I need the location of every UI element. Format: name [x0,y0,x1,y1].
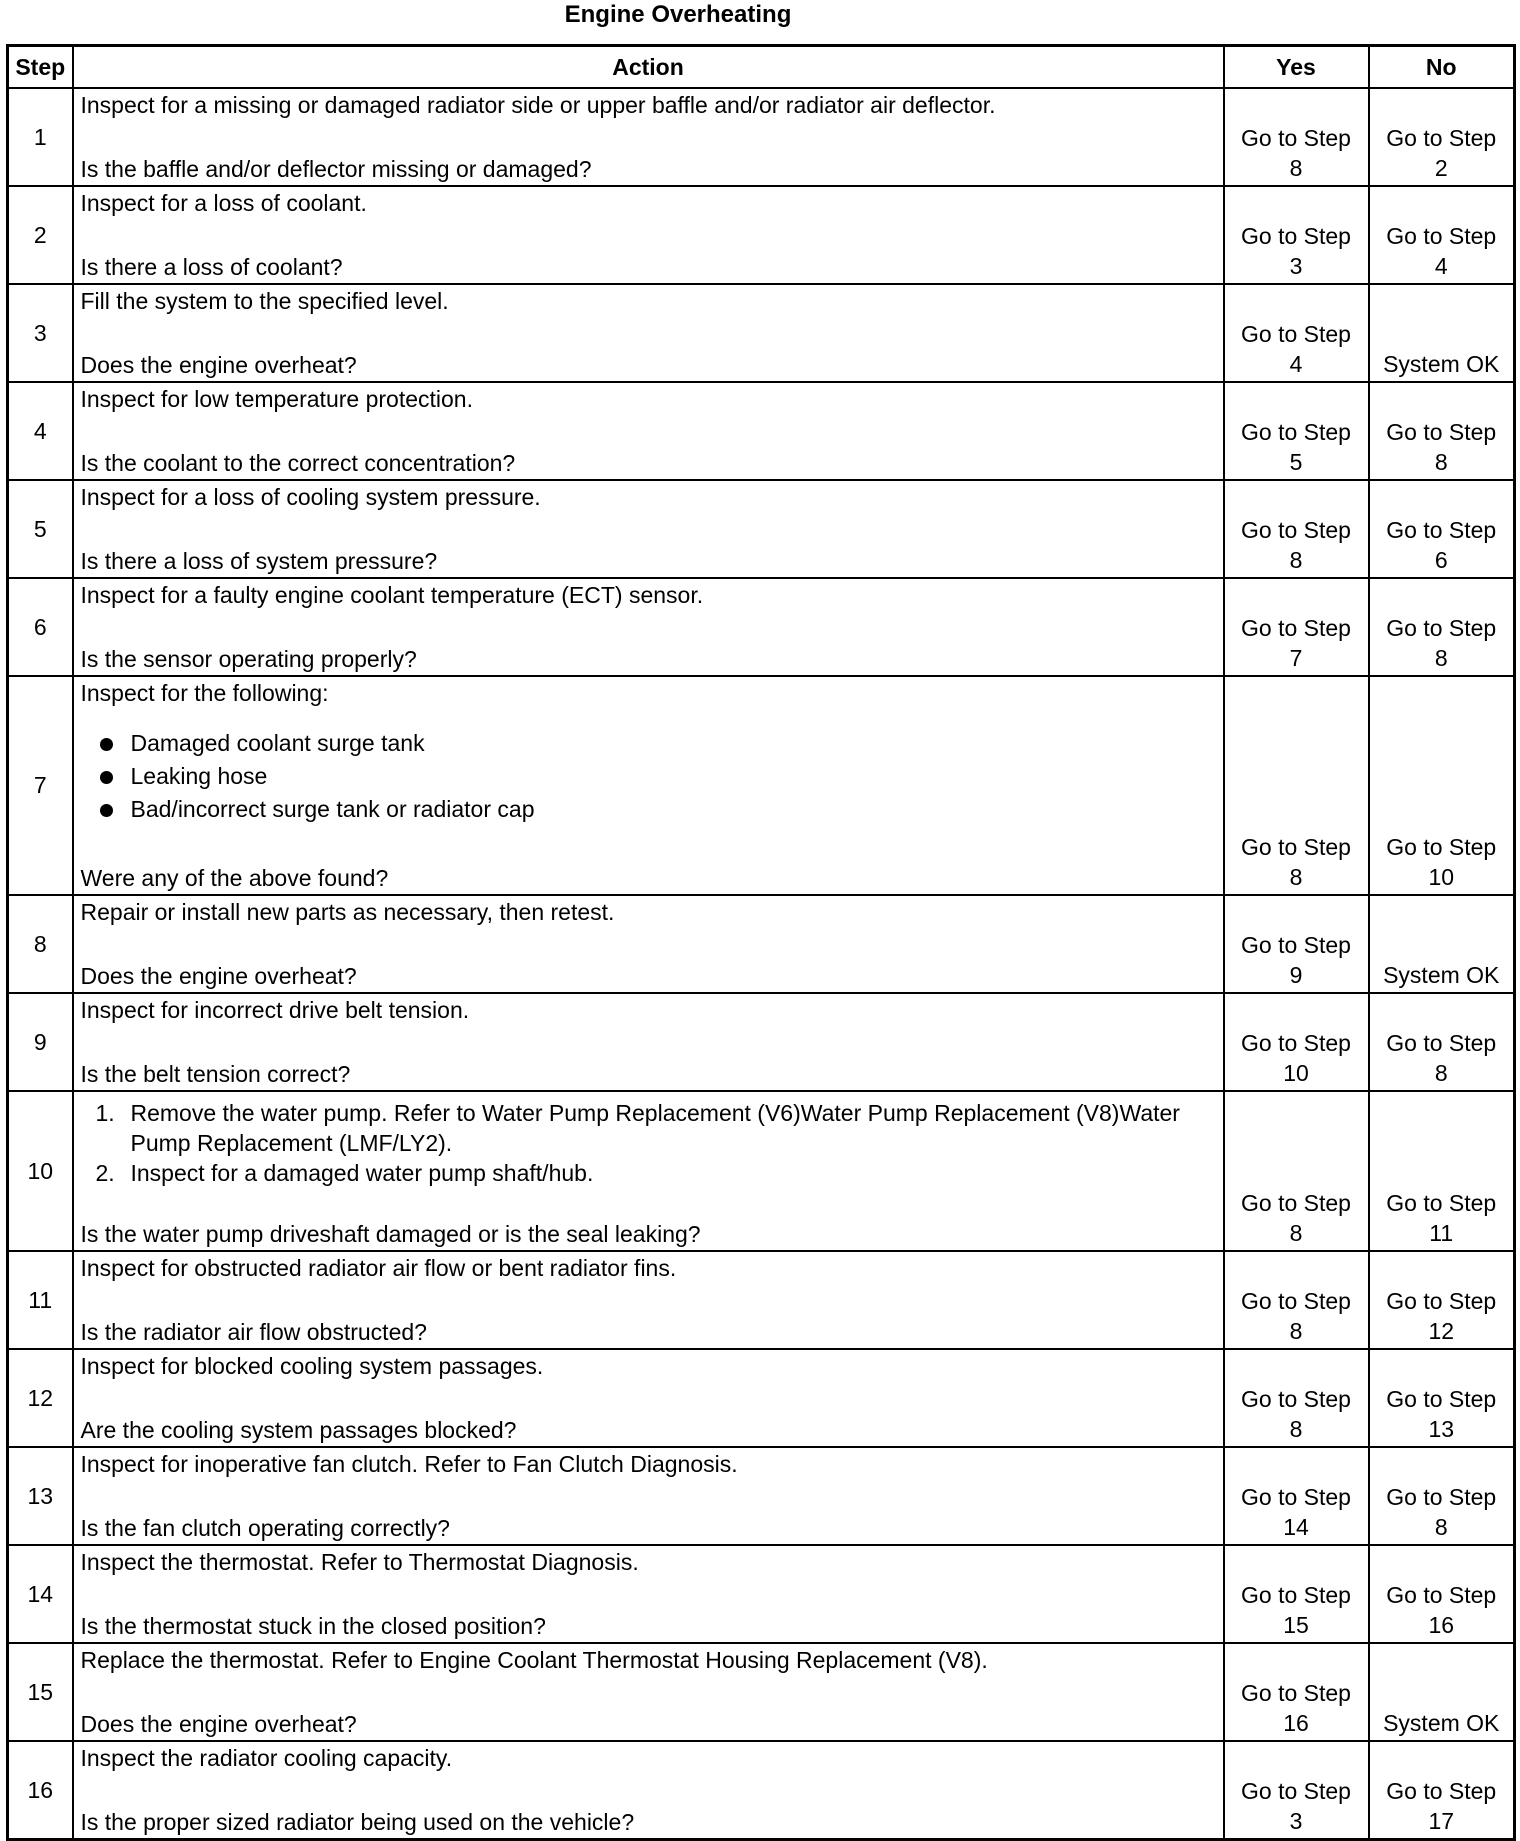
answer-yes-text: 16 [1283,1710,1309,1736]
answer-no [1369,1741,1515,1840]
instruction-text: Inspect for a loss of cooling system pressure. [80,484,541,510]
question-text: Are the cooling system passages blocked? [80,1417,517,1443]
answer-yes [1224,578,1369,676]
answer-no-text: 8 [1434,1060,1448,1086]
action-content [81,579,1215,675]
answer-yes-text: Go to Step [1241,419,1351,445]
answer-yes [1224,1091,1369,1251]
answer-yes-text: Go to Step [1241,517,1351,543]
answer-yes-text: Go to Step [1241,1386,1351,1412]
question-text: Is there a loss of system pressure? [80,548,438,574]
answer-yes [1224,1447,1369,1545]
action-content [81,1644,1215,1740]
instruction-block [81,89,1215,119]
bullet-item: Bad/incorrect surge tank or radiator cap [81,793,1215,826]
step-number: 2 [8,186,73,284]
question-text: Is the water pump driveshaft damaged or is the seal leaking? [80,1221,701,1247]
numbered-list [81,1098,1215,1188]
answer-yes [1224,676,1369,895]
document-title: Engine Overheating [564,1,792,28]
question-text: Is the fan clutch operating correctly? [80,1515,450,1541]
action-content [81,481,1215,577]
action-cell [73,1251,1224,1349]
answer-no [1369,88,1515,186]
answer-yes [1224,1251,1369,1349]
instruction-block [81,896,1215,926]
instruction-block [81,994,1215,1024]
instruction-block [81,187,1215,217]
instruction-text: Inspect for inoperative fan clutch. Refer to Fan Clutch Diagnosis. [80,1451,738,1477]
answer-no-text: 13 [1428,1416,1455,1442]
answer-yes-text: 10 [1283,1060,1309,1086]
instruction-text: Fill the system to the specified level. [80,288,449,314]
instruction-text: Inspect the radiator cooling capacity. [80,1745,453,1771]
answer-no-text: 8 [1434,1514,1448,1540]
item-text: Inspect for a damaged water pump shaft/hub. [130,1160,594,1186]
action-content [81,1092,1215,1250]
question-text: Were any of the above found? [80,865,389,891]
action-cell [73,382,1224,480]
answer-no-text: Go to Step [1386,834,1497,860]
table-row [8,88,1515,186]
answer-yes [1224,382,1369,480]
question-text: Is the baffle and/or deflector missing or damaged? [80,156,592,182]
action-cell [73,88,1224,186]
answer-no [1369,1545,1515,1643]
answer-yes-text: Go to Step [1241,1030,1351,1056]
action-cell [73,1741,1224,1840]
answer-no [1369,382,1515,480]
answer-yes-text: Go to Step [1241,223,1351,249]
instruction-block [81,1644,1215,1674]
table-row [8,1447,1515,1545]
answer-no-text: Go to Step [1386,419,1497,445]
answer-no [1369,1447,1515,1545]
table-row [8,1545,1515,1643]
answer-yes [1224,284,1369,382]
answer-yes-text: Go to Step [1241,321,1351,347]
action-content [81,89,1215,185]
question-text: Does the engine overheat? [80,1711,357,1737]
table-row [8,186,1515,284]
step-number: 1 [8,88,73,186]
answer-yes-text: Go to Step [1241,932,1351,958]
action-content [81,1448,1215,1544]
instruction-text: Inspect for obstructed radiator air flow or bent radiator fins. [80,1255,677,1281]
step-number: 7 [8,676,73,895]
answer-no-text: 16 [1428,1612,1455,1638]
answer-yes-text: Go to Step [1241,125,1351,151]
step-number: 13 [8,1447,73,1545]
answer-no-text: 4 [1434,253,1448,279]
answer-no [1369,895,1515,993]
answer-no-text: Go to Step [1386,517,1497,543]
step-number: 9 [8,993,73,1091]
action-content [81,1252,1215,1348]
answer-yes [1224,1349,1369,1447]
answer-yes-text: 9 [1289,962,1303,988]
answer-yes-text: Go to Step [1241,1582,1351,1608]
step-number: 15 [8,1643,73,1741]
answer-no-text: 10 [1428,864,1455,890]
question-text: Is the proper sized radiator being used on the vehicle? [80,1809,635,1835]
instruction-text: Inspect for low temperature protection. [80,386,473,412]
instruction-text: Replace the thermostat. Refer to Engine Coolant Thermostat Housing Replacement (V8). [80,1647,988,1673]
table-row [8,382,1515,480]
action-cell [73,1545,1224,1643]
answer-no [1369,284,1515,382]
answer-yes-text: 8 [1289,1220,1303,1246]
action-cell [73,895,1224,993]
answer-yes-text: 15 [1283,1612,1309,1638]
answer-no-text: 2 [1434,155,1448,181]
question-text: Is the belt tension correct? [80,1061,351,1087]
answer-no-text: 17 [1428,1808,1455,1834]
table-row [8,1741,1515,1840]
instruction-text: Repair or install new parts as necessary, then retest. [80,899,615,925]
instruction-block [81,677,1215,838]
action-cell [73,676,1224,895]
action-content [81,896,1215,992]
question-text: Does the engine overheat? [80,963,357,989]
instruction-block [81,579,1215,609]
answer-yes [1224,1643,1369,1741]
answer-yes-text: 3 [1289,1808,1303,1834]
answer-yes-text: 7 [1289,645,1303,671]
action-content [81,187,1215,283]
answer-yes-text: Go to Step [1241,1190,1351,1216]
question-text: Is the radiator air flow obstructed? [80,1319,427,1345]
instruction-block [81,1448,1215,1478]
answer-yes-text: 4 [1289,351,1303,377]
header-step: Step [8,46,73,89]
bullet-item: Damaged coolant surge tank [81,727,1215,760]
answer-no [1369,1091,1515,1251]
answer-no [1369,578,1515,676]
answer-yes-text: 3 [1289,253,1303,279]
answer-no-text: System OK [1383,351,1500,377]
instruction-text: Inspect for the following: [80,680,329,706]
table-row [8,1251,1515,1349]
action-cell [73,1643,1224,1741]
action-content [81,383,1215,479]
diagnostic-table [6,44,1516,1841]
instruction-text: Inspect for incorrect drive belt tension. [80,997,470,1023]
instruction-block [81,1350,1215,1380]
answer-no-text: Go to Step [1386,1484,1497,1510]
instruction-block [81,383,1215,413]
answer-yes-text: Go to Step [1241,1778,1351,1804]
table-row [8,1349,1515,1447]
answer-yes [1224,480,1369,578]
answer-no [1369,676,1515,895]
action-content [81,1742,1215,1838]
step-number: 3 [8,284,73,382]
item-text: Remove the water pump. Refer to Water Pump Replacement (V6)Water Pump Replacement (V8)Water Pump Replacement (LMF/LY2). [130,1100,1180,1156]
instruction-block [81,285,1215,315]
step-number: 11 [8,1251,73,1349]
answer-no-text: Go to Step [1386,1190,1497,1216]
table-row [8,1643,1515,1741]
action-content [81,677,1215,894]
answer-yes-text: Go to Step [1241,1288,1351,1314]
answer-no [1369,993,1515,1091]
step-number: 8 [8,895,73,993]
answer-no [1369,480,1515,578]
instruction-text: Inspect for blocked cooling system passages. [80,1353,544,1379]
item-number: 2. [95,1160,115,1186]
answer-no-text: 8 [1434,645,1448,671]
instruction-block [81,1742,1215,1772]
instruction-text: Inspect the thermostat. Refer to Thermostat Diagnosis. [80,1549,639,1575]
answer-no-text: Go to Step [1386,615,1497,641]
instruction-block [81,481,1215,511]
answer-no-text: 8 [1434,449,1448,475]
table-body [8,88,1515,1840]
answer-yes-text: Go to Step [1241,1680,1351,1706]
answer-no-text: 6 [1434,547,1448,573]
table-row [8,993,1515,1091]
answer-no-text: 12 [1428,1318,1455,1344]
action-cell [73,993,1224,1091]
table-row [8,578,1515,676]
question-text: Does the engine overheat? [80,352,357,378]
answer-yes-text: 5 [1289,449,1303,475]
action-cell [73,186,1224,284]
table-row [8,895,1515,993]
question-text: Is the sensor operating properly? [80,646,417,672]
answer-no-text: Go to Step [1386,1582,1497,1608]
bullet-item: Leaking hose [81,760,1215,793]
table-row [8,676,1515,895]
instruction-block [81,1546,1215,1576]
answer-no-text: Go to Step [1386,1030,1497,1056]
table-row [8,1091,1515,1251]
action-content [81,1350,1215,1446]
step-number: 6 [8,578,73,676]
answer-no-text: Go to Step [1386,1778,1497,1804]
answer-no [1369,1643,1515,1741]
instruction-text: Inspect for a faulty engine coolant temperature (ECT) sensor. [80,582,704,608]
answer-yes-text: 8 [1289,1318,1303,1344]
step-number: 5 [8,480,73,578]
answer-yes [1224,88,1369,186]
step-number: 4 [8,382,73,480]
answer-no-text: Go to Step [1386,1386,1497,1412]
answer-no-text: System OK [1383,962,1500,988]
answer-no-text: 11 [1429,1220,1454,1246]
answer-no-text: Go to Step [1386,223,1497,249]
table-header-row [8,46,1515,89]
instruction-text: Inspect for a missing or damaged radiator side or upper baffle and/or radiator air deflector. [80,92,996,118]
item-number: 1. [95,1100,115,1126]
answer-yes-text: Go to Step [1241,834,1351,860]
answer-yes [1224,186,1369,284]
answer-no-text: System OK [1383,1710,1500,1736]
answer-no [1369,1251,1515,1349]
answer-yes-text: 8 [1289,547,1303,573]
action-content [81,994,1215,1090]
answer-yes [1224,1741,1369,1840]
question-text: Is the coolant to the correct concentration? [80,450,516,476]
question-text: Is the thermostat stuck in the closed position? [80,1613,546,1639]
answer-yes [1224,993,1369,1091]
answer-yes [1224,895,1369,993]
table-row [8,284,1515,382]
action-cell [73,1447,1224,1545]
table-row [8,480,1515,578]
action-cell [73,578,1224,676]
header-no: No [1369,46,1515,89]
action-content [81,1546,1215,1642]
answer-no [1369,1349,1515,1447]
answer-no-text: Go to Step [1386,1288,1497,1314]
action-cell [73,480,1224,578]
answer-yes-text: 14 [1283,1514,1309,1540]
answer-yes-text: Go to Step [1241,1484,1351,1510]
action-cell [73,284,1224,382]
step-number: 14 [8,1545,73,1643]
instruction-block [81,1252,1215,1282]
answer-yes-text: 8 [1289,155,1303,181]
step-number: 10 [8,1091,73,1251]
bullet-list [81,727,1215,826]
action-cell [73,1091,1224,1251]
answer-no [1369,186,1515,284]
numbered-item [81,1098,1215,1158]
answer-no-text: Go to Step [1386,125,1497,151]
step-number: 16 [8,1741,73,1840]
header-yes: Yes [1224,46,1369,89]
instruction-text: Inspect for a loss of coolant. [80,190,367,216]
answer-yes [1224,1545,1369,1643]
instruction-block [81,1092,1215,1200]
question-text: Is there a loss of coolant? [80,254,343,280]
action-content [81,285,1215,381]
step-number: 12 [8,1349,73,1447]
answer-yes-text: Go to Step [1241,615,1351,641]
answer-yes-text: 8 [1289,864,1303,890]
action-cell [73,1349,1224,1447]
answer-yes-text: 8 [1289,1416,1303,1442]
numbered-item [81,1158,1215,1188]
header-action: Action [73,46,1224,89]
